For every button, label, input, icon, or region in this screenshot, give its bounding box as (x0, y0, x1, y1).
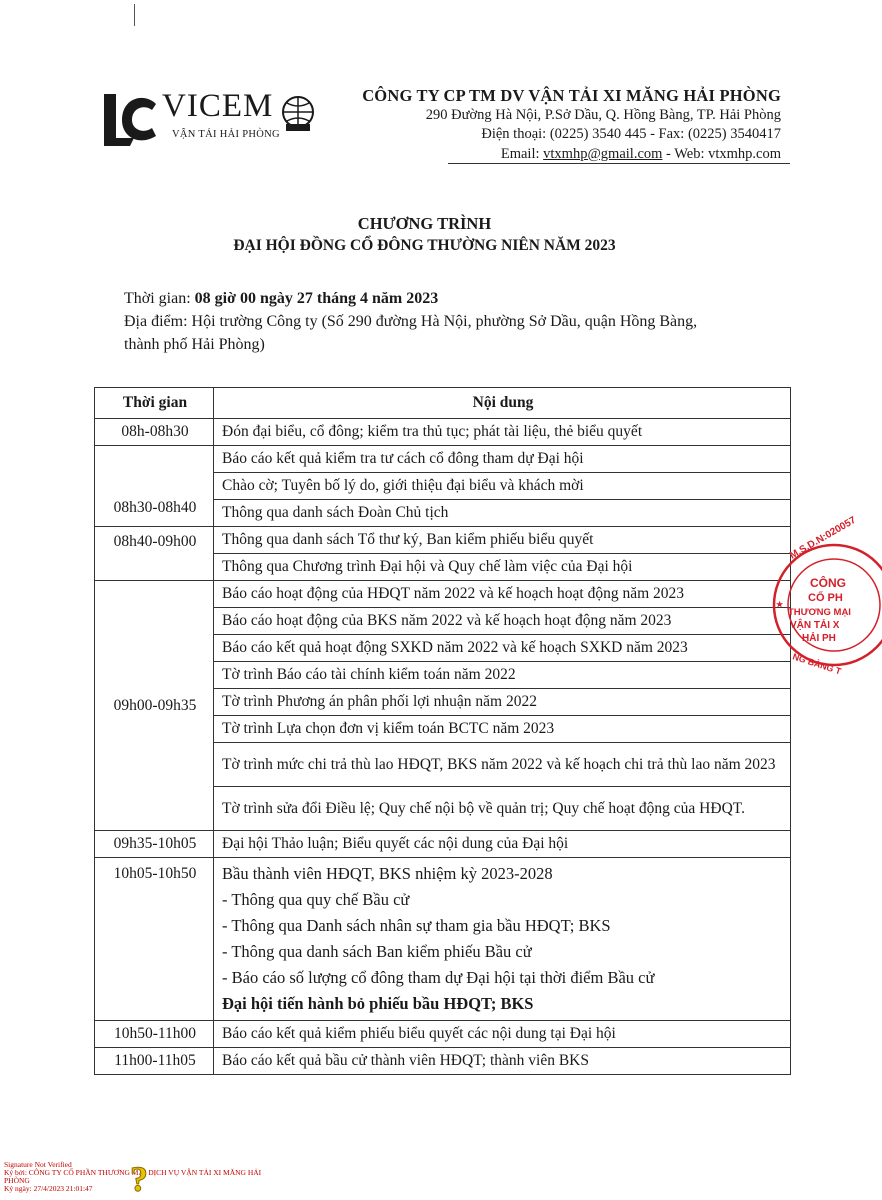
table-header-row (95, 388, 791, 419)
table-row (95, 1021, 791, 1048)
email-link[interactable]: vtxmhp@gmail.com (543, 145, 663, 162)
stamp-text: CÔNG (810, 576, 846, 590)
logo-word: VICEM (162, 88, 274, 124)
content-cell: Báo cáo kết quả kiểm tra tư cách cổ đông tham dự Đại hội (214, 446, 791, 473)
document-subtitle: ĐẠI HỘI ĐỒNG CỔ ĐÔNG THƯỜNG NIÊN NĂM 2023 (233, 237, 616, 254)
election-item: - Thông qua quy chế Bầu cử (222, 890, 410, 909)
table-row (95, 858, 791, 1021)
table-row (95, 1048, 791, 1075)
svg-text:?: ? (130, 1159, 148, 1199)
stamp-star-icon: ★ (776, 600, 784, 609)
content-cell: Báo cáo kết quả hoạt động SXKD năm 2022 và kế hoạch SXKD năm 2023 (214, 635, 791, 662)
header-divider (448, 163, 790, 164)
content-cell: Báo cáo kết quả kiểm phiếu biểu quyết các nội dung tại Đại hội (214, 1021, 791, 1048)
content-cell: Báo cáo hoạt động của BKS năm 2022 và kế hoạch hoạt động năm 2023 (214, 608, 791, 635)
signature-date: Ký ngày: 27/4/2023 21:01:47 (4, 1184, 93, 1193)
signature-signer-cont: PHÒNG (4, 1176, 30, 1185)
time-cell: 08h40-09h00 (95, 527, 214, 581)
stamp-text: CỔ PH (808, 592, 843, 604)
time-cell: 11h00-11h05 (95, 1048, 214, 1075)
meeting-place-line2: thành phố Hải Phòng) (124, 336, 265, 353)
signature-signer: Ký bởi: CÔNG TY CỔ PHẦN THƯƠNG MẠI DỊCH VỤ VẬN TẢI XI MĂNG HẢI (4, 1168, 262, 1177)
time-cell: 09h00-09h35 (95, 581, 214, 831)
content-cell: Đại hội Thảo luận; Biểu quyết các nội dung của Đại hội (214, 831, 791, 858)
election-heading: Bầu thành viên HĐQT, BKS nhiệm kỳ 2023-2028 (222, 864, 553, 883)
stamp-ring-text-bottom: NG BÀNG T (791, 651, 843, 677)
meeting-time (124, 287, 814, 310)
time-cell: 08h-08h30 (95, 419, 214, 446)
company-name: CÔNG TY CP TM DV VẬN TẢI XI MĂNG HẢI PHÒNG (362, 86, 781, 105)
company-logo (100, 90, 300, 146)
content-cell: Tờ trình mức chi trả thù lao HĐQT, BKS năm 2022 và kế hoạch chi trả thù lao năm 2023 (214, 743, 791, 787)
table-row (95, 831, 791, 858)
meeting-details (124, 287, 814, 356)
election-item: - Thông qua Danh sách nhân sự tham gia bầu HĐQT; BKS (222, 916, 611, 935)
company-phone-fax: Điện thoại: (0225) 3540 445 - Fax: (0225) 3540417 (481, 126, 781, 142)
election-item: - Báo cáo số lượng cổ đông tham dự Đại hội tại thời điểm Bầu cử (222, 968, 655, 987)
content-cell: Tờ trình Báo cáo tài chính kiểm toán năm 2022 (214, 662, 791, 689)
scan-mark (134, 4, 135, 26)
time-cell: 10h50-11h00 (95, 1021, 214, 1048)
document-title: CHƯƠNG TRÌNH (357, 214, 492, 233)
logo-subtitle: VẬN TẢI HẢI PHÒNG (172, 129, 280, 140)
logo-mark-icon (100, 90, 160, 146)
stamp-ring-text: M.S.D.N:020057 (788, 514, 859, 562)
content-cell: Thông qua danh sách Đoàn Chủ tịch (214, 500, 791, 527)
stamp-text: VẬN TẢI X (790, 620, 840, 631)
company-address: 290 Đường Hà Nội, P.Sở Dầu, Q. Hồng Bàng, TP. Hải Phòng (425, 106, 781, 123)
column-header-time: Thời gian (95, 388, 214, 419)
meeting-place-line1: Địa điểm: Hội trường Công ty (Số 290 đường Hà Nội, phường Sở Dầu, quận Hồng Bàng, (124, 313, 698, 330)
company-contact (362, 145, 781, 165)
signature-status: Signature Not Verified (4, 1160, 72, 1169)
content-cell: Báo cáo kết quả bầu cử thành viên HĐQT; thành viên BKS (214, 1048, 791, 1075)
web-text: - Web: vtxmhp.com (662, 145, 781, 162)
content-cell: Thông qua danh sách Tổ thư ký, Ban kiểm phiếu biểu quyết (214, 527, 791, 554)
content-cell: Tờ trình Lựa chọn đơn vị kiểm toán BCTC năm 2023 (214, 716, 791, 743)
column-header-content: Nội dung (214, 388, 791, 419)
stamp-text: HẢI PH (802, 633, 836, 644)
content-cell: Thông qua Chương trình Đại hội và Quy chế làm việc của Đại hội (214, 554, 791, 581)
election-item: - Thông qua danh sách Ban kiểm phiếu Bầu cử (222, 942, 532, 961)
content-cell: Tờ trình sửa đổi Điều lệ; Quy chế nội bộ về quản trị; Quy chế hoạt động của HĐQT. (214, 787, 791, 831)
stamp-text: THƯƠNG MẠI (788, 607, 851, 618)
email-label: Email: (500, 145, 544, 162)
election-cell (214, 858, 791, 1021)
content-cell: Chào cờ; Tuyên bố lý do, giới thiệu đại biểu và khách mời (214, 473, 791, 500)
time-value: 08 giờ 00 ngày 27 tháng 4 năm 2023 (194, 290, 439, 307)
company-info (362, 86, 781, 164)
table-row (95, 527, 791, 554)
time-cell: 09h35-10h05 (95, 831, 214, 858)
table-row (95, 446, 791, 473)
agenda-table (94, 387, 791, 1075)
table-row (95, 419, 791, 446)
signature-unverified-icon (128, 1157, 158, 1197)
table-row (95, 581, 791, 608)
content-cell: Tờ trình Phương án phân phối lợi nhuận năm 2022 (214, 689, 791, 716)
election-voting-note: Đại hội tiến hành bỏ phiếu bầu HĐQT; BKS (222, 994, 534, 1013)
time-label: Thời gian: (124, 290, 195, 307)
globe-emblem-icon (280, 94, 316, 134)
content-cell: Báo cáo hoạt động của HĐQT năm 2022 và kế hoạch hoạt động năm 2023 (214, 581, 791, 608)
time-cell: 08h30-08h40 (95, 446, 214, 527)
content-cell: Đón đại biểu, cổ đông; kiểm tra thủ tục; phát tài liệu, thẻ biểu quyết (214, 419, 791, 446)
company-stamp (762, 514, 882, 677)
time-cell: 10h05-10h50 (95, 858, 214, 1021)
